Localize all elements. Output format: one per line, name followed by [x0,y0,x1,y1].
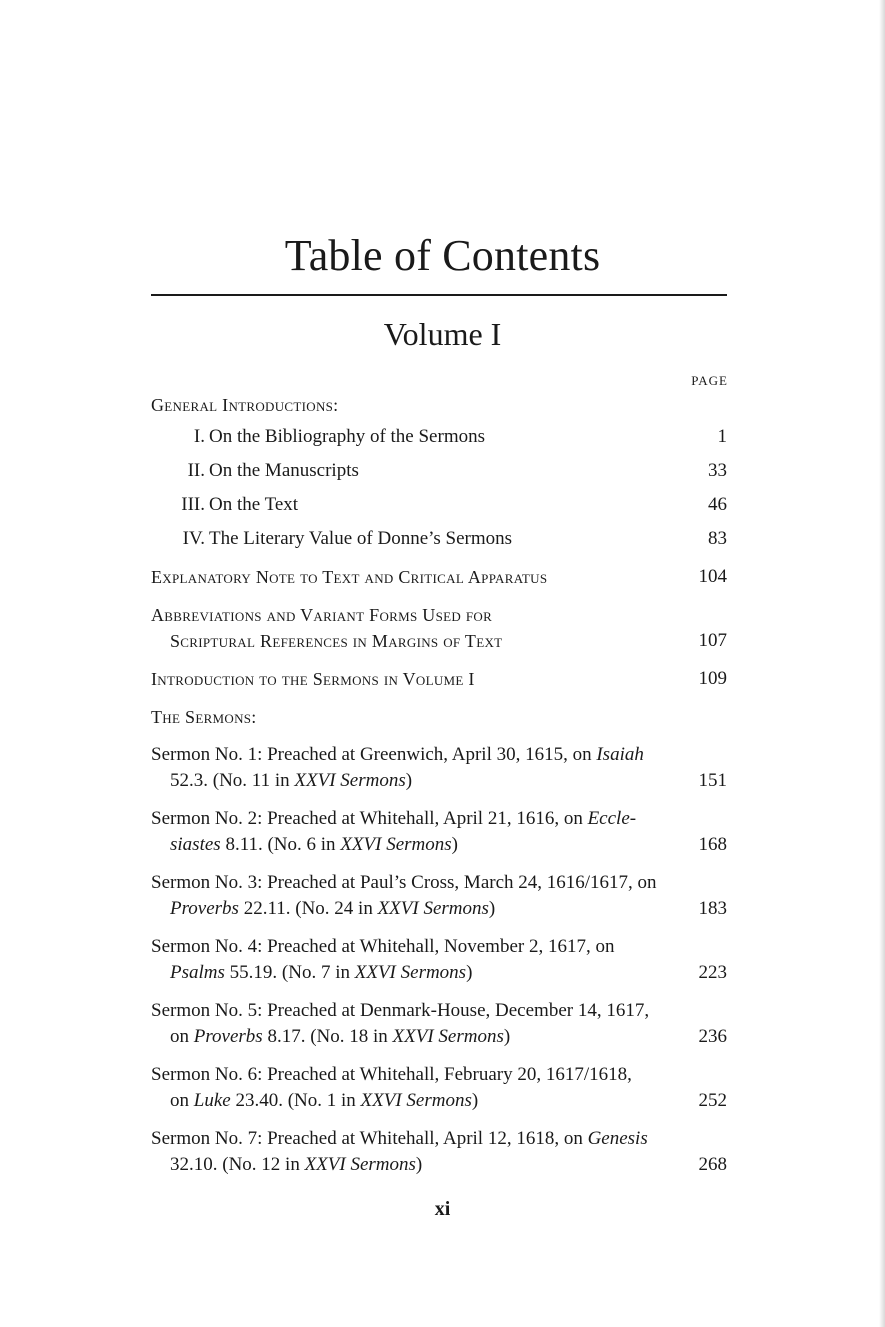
sermon-text-italic: Genesis [587,1128,648,1149]
table-of-contents [151,392,727,1178]
toc-entry-introduction [151,666,727,692]
entry-number: III. [181,494,205,515]
sermon-text: on [170,1026,194,1047]
entry-page: 109 [698,668,727,689]
page-number: xi [434,1198,451,1220]
entry-title: The Literary Value of Donne’s Sermons [209,528,513,549]
page-title: Table of Contents [284,231,601,280]
entry-number: II. [187,460,205,481]
sermon-text: ) [488,898,496,919]
sermon-text-italic: Isaiah [596,744,644,765]
page-edge-shadow [879,0,885,1327]
sermon-entry [151,1126,727,1178]
sermon-text-italic: Proverbs [170,898,239,919]
sermon-entry [151,870,727,922]
sermon-text-italic: XXVI Sermons [354,962,467,983]
sermon-text: ) [405,770,413,791]
entry-title: On the Text [209,494,299,515]
entry-page: 236 [698,1026,727,1047]
toc-entry [151,424,727,450]
entry-page: 46 [708,494,727,515]
sermon-text-italic: Proverbs [193,1026,263,1047]
toc-entry-abbreviations [151,602,727,654]
sermon-text: ) [415,1154,423,1175]
entry-page: 268 [698,1154,727,1175]
toc-entry [151,458,727,484]
entry-title: Introduction to the Sermons in Volume I [151,669,475,689]
entry-title: On the Bibliography of the Sermons [209,426,485,447]
sermon-text: 55.19. (No. 7 in [224,962,355,983]
section-the-sermons: The Sermons: [151,707,257,727]
sermon-entry [151,998,727,1050]
sermon-text-italic: siastes [170,834,221,855]
sermon-text: Sermon No. 6: Preached at Whitehall, February 20, 1617/1618, [151,1064,632,1085]
sermon-text: 22.11. (No. 24 in [238,898,378,919]
sermon-text-italic: XXVI Sermons [392,1026,504,1047]
entry-page: 252 [698,1090,727,1111]
sermon-text: 8.11. (No. 6 in [220,834,341,855]
sermon-text: ) [466,962,473,983]
sermon-text: 52.3. (No. 11 in [170,770,295,791]
entry-number: I. [193,426,205,447]
sermon-entry [151,934,727,986]
sermon-text-italic: Luke [193,1090,231,1111]
entry-title-line-1: Abbreviations and Variant Forms Used for [151,605,493,625]
sermon-text-italic: XXVI Sermons [294,770,406,791]
sermon-text-italic: XXVI Sermons [340,834,452,855]
volume-heading: Volume I [383,316,502,352]
entry-number: IV. [182,528,205,549]
sermon-text-italic: XXVI Sermons [360,1090,472,1111]
section-general-introductions: General Introductions: [151,395,339,415]
sermon-text: Sermon No. 7: Preached at Whitehall, April 12, 1618, on [151,1128,588,1149]
sermon-text: 8.17. (No. 18 in [262,1026,393,1047]
sermon-text: 23.40. (No. 1 in [230,1090,361,1111]
title-rule [151,294,727,296]
sermon-text-italic: XXVI Sermons [377,898,489,919]
sermon-entry [151,806,727,858]
sermon-text: ) [471,1090,479,1111]
entry-page: 1 [717,426,727,447]
sermon-text: Sermon No. 4: Preached at Whitehall, November 2, 1617, on [151,936,615,957]
entry-page: 168 [698,834,727,855]
entry-page: 83 [708,528,727,549]
sermon-text: Sermon No. 3: Preached at Paul’s Cross, March 24, 1616/1617, on [151,872,657,893]
toc-entry [151,526,727,552]
sermon-text: on [170,1090,194,1111]
sermon-entry [151,742,727,794]
sermon-text: Sermon No. 5: Preached at Denmark-House, December 14, 1617, [151,1000,650,1021]
toc-entry-explanatory-note [151,564,727,590]
sermon-entry [151,1062,727,1114]
sermon-text-italic: Eccle- [587,808,637,829]
sermon-text: ) [503,1026,511,1047]
entry-title-line-2: Scriptural References in Margins of Text [170,631,503,651]
entry-page: 33 [708,460,727,481]
sermon-text-italic: XXVI Sermons [304,1154,416,1175]
page-column-header: PAGE [691,373,728,388]
sermon-text: ) [451,834,458,855]
entry-page: 183 [698,898,727,919]
sermon-text: Sermon No. 2: Preached at Whitehall, April 21, 1616, on [151,808,588,829]
toc-entry [151,492,727,518]
entry-page: 107 [698,630,727,651]
entry-page: 104 [698,566,727,587]
entry-title: On the Manuscripts [209,460,359,481]
entry-page: 223 [698,962,727,983]
sermon-text: 32.10. (No. 12 in [170,1154,305,1175]
sermon-text-italic: Psalms [170,962,225,983]
entry-page: 151 [698,770,727,791]
sermon-text: Sermon No. 1: Preached at Greenwich, April 30, 1615, on [151,744,597,765]
entry-title: Explanatory Note to Text and Critical Apparatus [151,567,548,587]
